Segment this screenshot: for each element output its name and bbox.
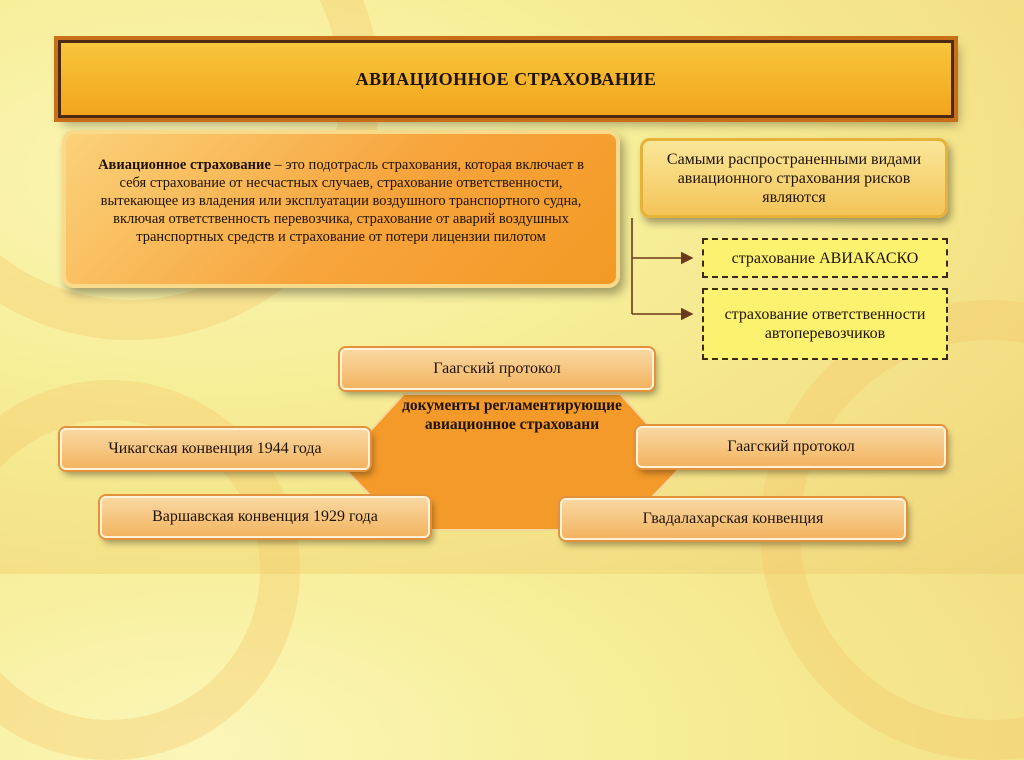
center-hexagon-label: документы регламентирующие авиационное страховани [402, 397, 622, 433]
document-guadalajara-convention [560, 498, 906, 540]
insurance-type-label: страхование АВИАКАСКО [731, 249, 919, 267]
definition-term: Авиационное страхование [98, 157, 271, 173]
document-warsaw-convention [100, 496, 430, 538]
definition-text: – это подотрасль страхования, которая включает в себя страхование от несчастных случаев, страхование ответственности, вытекающее из владения или эксплуатации воздушного транспортного судна, включая ответственность перевозчика, страхование от аварий воздушных транспортных средств и страхование от потери лицензии пилотом [100, 157, 584, 245]
document-label: Гаагский протокол [433, 360, 561, 377]
document-hague-protocol-top [340, 348, 654, 390]
document-label: Варшавская конвенция 1929 года [152, 508, 378, 525]
insurance-type-avia-casco [702, 238, 948, 278]
insurance-type-label: страхование ответственности автоперевозчиков [724, 306, 926, 342]
insurance-type-liability [702, 288, 948, 360]
insurance-types-heading-text: Самыми распространенными видами авиационного страхования рисков являются [666, 150, 922, 206]
document-chicago-convention [60, 428, 370, 470]
document-label: Гвадалахарская конвенция [642, 510, 824, 527]
document-hague-protocol-right [636, 426, 946, 468]
document-label: Чикагская конвенция 1944 года [108, 440, 322, 457]
document-label: Гаагский протокол [727, 438, 855, 455]
slide-title: АВИАЦИОННОЕ СТРАХОВАНИЕ [355, 68, 657, 89]
